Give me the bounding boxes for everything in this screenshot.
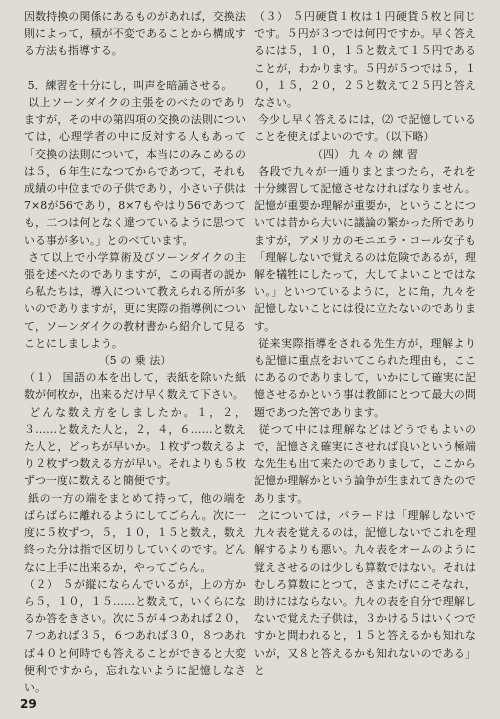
right-paragraphs-1: （３） ５円硬貨１枚は１円硬貨５枚と同じです。５円が３つでは何円ですか。早く答えるには５，１０，１５と数えて１５円であることが，わかります。５円が５つでは５，１０，１５，２０，２５と数えて２５円と答えなさい。 今少し早く答えるには，⑵ で記憶していることを使えばよいのです。（以下略） bbox=[254, 10, 477, 144]
right-paragraphs-2: 各段で九々が一通りまとまつたら，それを十分練習して記憶させなければなりません。記憶が重要か理解が重要か，ということについては昔から大いに議論の繁かった所でありますが，アメリカのモニエラ・コール女子も「理解しないで覚えるのは危険であるが，理解を犠牲にしたって，大してよいことではない。」といつているように，とに角，九々を記憶しないことには役に立たないのであります。 従来実際指導をされる先生方が，理解よりも記憶に重点をおいてこられた理由も，ここにあるのでありまして，いかにして確実に記憶させるかという事は教師にとつて最大の問題であつた筈であります。 従つて中には理解などはどうでもよいので，記憶さえ確実にさせれば良いという極端な先生も出て来たのでありまして，ここから記憶か理解かという論争が生まれてきたのであります。 之については，バラードは「理解しないで九々表を覚えるのは，記憶しないでこれを理解するよりも悪い。九々表をオームのように覚えさせるのは少しも算数ではない。それはむしろ算数にとつて，さまたげにこそなれ，助けにはならない。九々の表を自分で理解しないで覚えた子供は，３かける５はいくつですかと問われると，１５と答えるかも知れないが，又８と答えるかも知れないのである」と bbox=[254, 164, 477, 677]
left-section-heading: （5 の 乗 法） bbox=[98, 354, 172, 368]
page-number: 29 bbox=[20, 697, 37, 711]
left-paragraphs-2: （１） 国語の本を出して，表紙を除いた紙数が何枚か，出来るだけ早く数えて下さい。 どんな数え方をしましたか。１，２，３……と数えた人と，２，４，６……と数えた人と，どっちが早いか。１枚ずつ数えるより２枚ずつ数える方が早い。それよりも５枚ずつ一度に数えると簡便です。 紙の一方の端をまとめて持って，他の端をばらばらに離れるようにしてごらん。次に一度に５枚ずつ，５，１０，１５と数え，数え終った分は指で区切りしていくのです。どんなに上手に出来るか，やってごらん。 （２） ５が縦にならんでいるが，上の方から５，１０，１５……と数えて，いくらになるか答をきさい。次に５が４つあれば２０，７つあれば３５，６つあれば３０，８つあれば４０と何時でも答えることができると大変便利ですから，忘れないように記憶しなさい。 bbox=[24, 371, 247, 694]
left-text-column bbox=[24, 8, 246, 696]
left-paragraphs-1: 因数持換の関係にあるものがあれば，交換法則によって，積が不変であることから構成する方法も指導する。 5．練習を十分にし，叫声を暗誦させる。 以上ソーンダイクの主張をのべたのでありますが，その中の第四項の交換の法則については，心理学者の中に反対する人もあって「交換の法則について，本当にのみこめるのは５，６年生になつてからであつて，それも成績の中位までの子供であり，小さい子供は7×8が56であり，8×7もやはり56であつても，二つは何となく違つているように思つている事が多い。」とのべています。 さて以上で小学算術及びソーンダイクの主張を述べたのでありますが，この両者の説から私たちは，導入について教えられる所が多いのでありますが，更に実際の指導例について，ソーンダイクの教材書から紹介して見ることにしましよう。 bbox=[24, 10, 247, 350]
right-text-column bbox=[254, 8, 476, 679]
right-section-heading: （四） 九 々 の 練 習 bbox=[312, 147, 418, 161]
